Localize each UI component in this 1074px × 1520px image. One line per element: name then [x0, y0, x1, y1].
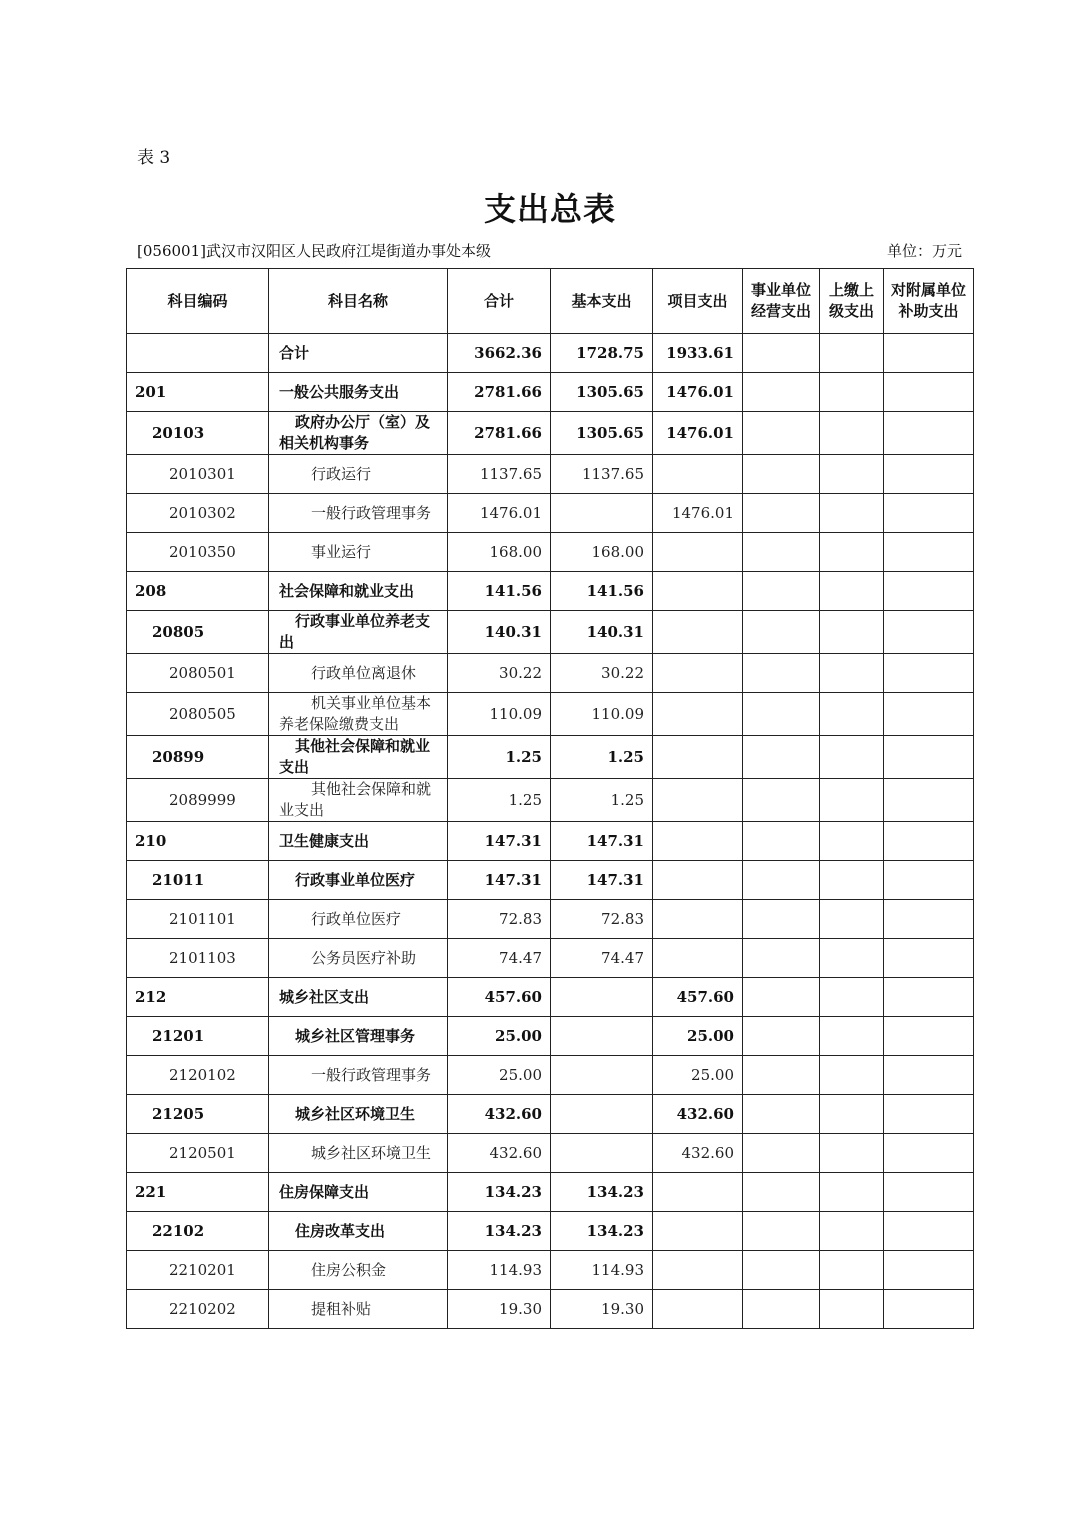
project-cell	[653, 1212, 743, 1251]
business-cell	[743, 1290, 820, 1329]
table-row	[127, 822, 974, 861]
col-header-name: 科目名称	[269, 269, 448, 334]
basic-cell: 1.25	[551, 779, 653, 822]
code-cell: 2101101	[127, 900, 269, 939]
name-cell: 一般行政管理事务	[269, 1056, 448, 1095]
subsidy-cell	[884, 494, 974, 533]
table-row	[127, 611, 974, 654]
subsidy-cell	[884, 533, 974, 572]
project-cell: 457.60	[653, 978, 743, 1017]
code-cell: 2089999	[127, 779, 269, 822]
subsidy-cell	[884, 1212, 974, 1251]
project-cell	[653, 1173, 743, 1212]
name-cell: 城乡社区支出	[269, 978, 448, 1017]
business-cell	[743, 978, 820, 1017]
basic-cell: 1137.65	[551, 455, 653, 494]
code-cell: 2101103	[127, 939, 269, 978]
remit-cell	[820, 611, 884, 654]
project-cell: 1476.01	[653, 494, 743, 533]
basic-cell: 140.31	[551, 611, 653, 654]
total-cell: 1476.01	[448, 494, 551, 533]
business-cell	[743, 611, 820, 654]
table-row	[127, 533, 974, 572]
table-row	[127, 861, 974, 900]
name-cell: 事业运行	[269, 533, 448, 572]
total-cell: 134.23	[448, 1212, 551, 1251]
table-row	[127, 736, 974, 779]
code-cell: 201	[127, 373, 269, 412]
project-cell	[653, 900, 743, 939]
project-cell: 1476.01	[653, 412, 743, 455]
basic-cell: 72.83	[551, 900, 653, 939]
project-cell	[653, 533, 743, 572]
total-cell: 2781.66	[448, 412, 551, 455]
total-cell: 134.23	[448, 1173, 551, 1212]
business-cell	[743, 455, 820, 494]
subsidy-cell	[884, 611, 974, 654]
col-header-total: 合计	[448, 269, 551, 334]
table-row	[127, 978, 974, 1017]
basic-cell: 134.23	[551, 1212, 653, 1251]
name-cell: 政府办公厅（室）及相关机构事务	[269, 412, 448, 455]
name-cell: 城乡社区环境卫生	[269, 1134, 448, 1173]
col-header-subsidy: 对附属单位补助支出	[884, 269, 974, 334]
project-cell	[653, 1290, 743, 1329]
basic-cell: 1.25	[551, 736, 653, 779]
name-cell: 城乡社区管理事务	[269, 1017, 448, 1056]
code-cell: 2210201	[127, 1251, 269, 1290]
business-cell	[743, 494, 820, 533]
name-cell: 机关事业单位基本养老保险缴费支出	[269, 693, 448, 736]
table-row	[127, 1212, 974, 1251]
project-cell	[653, 572, 743, 611]
table-row	[127, 1095, 974, 1134]
remit-cell	[820, 939, 884, 978]
table-row	[127, 455, 974, 494]
remit-cell	[820, 978, 884, 1017]
table-row	[127, 1134, 974, 1173]
project-cell	[653, 939, 743, 978]
subsidy-cell	[884, 1017, 974, 1056]
subsidy-cell	[884, 1173, 974, 1212]
unit-label: 单位：万元	[886, 242, 962, 260]
business-cell	[743, 1134, 820, 1173]
code-cell: 2010302	[127, 494, 269, 533]
basic-cell: 74.47	[551, 939, 653, 978]
table-row	[127, 1017, 974, 1056]
project-cell: 1933.61	[653, 334, 743, 373]
table-row	[127, 939, 974, 978]
subsidy-cell	[884, 779, 974, 822]
col-header-business: 事业单位经营支出	[743, 269, 820, 334]
name-cell: 公务员医疗补助	[269, 939, 448, 978]
code-cell: 2010301	[127, 455, 269, 494]
business-cell	[743, 1251, 820, 1290]
project-cell: 25.00	[653, 1056, 743, 1095]
organization-name: [056001]武汉市汉阳区人民政府江堤街道办事处本级	[137, 242, 491, 260]
basic-cell	[551, 494, 653, 533]
subsidy-cell	[884, 572, 974, 611]
remit-cell	[820, 1290, 884, 1329]
table-row	[127, 654, 974, 693]
table-row	[127, 572, 974, 611]
name-cell: 提租补贴	[269, 1290, 448, 1329]
project-cell: 1476.01	[653, 373, 743, 412]
total-cell: 3662.36	[448, 334, 551, 373]
business-cell	[743, 861, 820, 900]
code-cell: 20899	[127, 736, 269, 779]
name-cell: 合计	[269, 334, 448, 373]
remit-cell	[820, 455, 884, 494]
name-cell: 卫生健康支出	[269, 822, 448, 861]
code-cell: 221	[127, 1173, 269, 1212]
name-cell: 其他社会保障和就业支出	[269, 736, 448, 779]
business-cell	[743, 1017, 820, 1056]
business-cell	[743, 1173, 820, 1212]
remit-cell	[820, 1212, 884, 1251]
basic-cell: 147.31	[551, 822, 653, 861]
total-cell: 25.00	[448, 1017, 551, 1056]
project-cell	[653, 779, 743, 822]
basic-cell: 147.31	[551, 861, 653, 900]
subsidy-cell	[884, 1056, 974, 1095]
remit-cell	[820, 1134, 884, 1173]
name-cell: 住房公积金	[269, 1251, 448, 1290]
table-row	[127, 494, 974, 533]
basic-cell: 110.09	[551, 693, 653, 736]
subsidy-cell	[884, 1290, 974, 1329]
subsidy-cell	[884, 822, 974, 861]
business-cell	[743, 572, 820, 611]
total-cell: 25.00	[448, 1056, 551, 1095]
total-cell: 30.22	[448, 654, 551, 693]
basic-cell	[551, 1017, 653, 1056]
table-row	[127, 900, 974, 939]
name-cell: 其他社会保障和就业支出	[269, 779, 448, 822]
code-cell: 2120501	[127, 1134, 269, 1173]
col-header-code: 科目编码	[127, 269, 269, 334]
remit-cell	[820, 1095, 884, 1134]
remit-cell	[820, 494, 884, 533]
subsidy-cell	[884, 1251, 974, 1290]
name-cell: 一般公共服务支出	[269, 373, 448, 412]
name-cell: 社会保障和就业支出	[269, 572, 448, 611]
total-cell: 1.25	[448, 736, 551, 779]
business-cell	[743, 412, 820, 455]
basic-cell	[551, 1134, 653, 1173]
name-cell: 一般行政管理事务	[269, 494, 448, 533]
total-cell: 2781.66	[448, 373, 551, 412]
total-cell: 457.60	[448, 978, 551, 1017]
table-row	[127, 1290, 974, 1329]
subsidy-cell	[884, 978, 974, 1017]
basic-cell: 141.56	[551, 572, 653, 611]
code-cell: 20805	[127, 611, 269, 654]
code-cell: 2010350	[127, 533, 269, 572]
business-cell	[743, 1056, 820, 1095]
remit-cell	[820, 693, 884, 736]
total-cell: 114.93	[448, 1251, 551, 1290]
subsidy-cell	[884, 455, 974, 494]
remit-cell	[820, 900, 884, 939]
business-cell	[743, 533, 820, 572]
basic-cell: 30.22	[551, 654, 653, 693]
code-cell: 2210202	[127, 1290, 269, 1329]
basic-cell: 1305.65	[551, 373, 653, 412]
business-cell	[743, 900, 820, 939]
code-cell: 22102	[127, 1212, 269, 1251]
business-cell	[743, 693, 820, 736]
basic-cell: 19.30	[551, 1290, 653, 1329]
name-cell: 住房改革支出	[269, 1212, 448, 1251]
name-cell: 城乡社区环境卫生	[269, 1095, 448, 1134]
name-cell: 行政事业单位医疗	[269, 861, 448, 900]
remit-cell	[820, 1017, 884, 1056]
total-cell: 432.60	[448, 1095, 551, 1134]
remit-cell	[820, 334, 884, 373]
project-cell	[653, 736, 743, 779]
basic-cell	[551, 978, 653, 1017]
remit-cell	[820, 1251, 884, 1290]
business-cell	[743, 822, 820, 861]
name-cell: 行政单位离退休	[269, 654, 448, 693]
remit-cell	[820, 412, 884, 455]
total-cell: 19.30	[448, 1290, 551, 1329]
code-cell: 208	[127, 572, 269, 611]
subsidy-cell	[884, 654, 974, 693]
remit-cell	[820, 861, 884, 900]
subsidy-cell	[884, 939, 974, 978]
total-cell: 141.56	[448, 572, 551, 611]
name-cell: 行政事业单位养老支出	[269, 611, 448, 654]
subsidy-cell	[884, 412, 974, 455]
total-cell: 432.60	[448, 1134, 551, 1173]
table-row	[127, 1173, 974, 1212]
code-cell	[127, 334, 269, 373]
total-cell: 74.47	[448, 939, 551, 978]
remit-cell	[820, 779, 884, 822]
project-cell	[653, 654, 743, 693]
col-header-basic: 基本支出	[551, 269, 653, 334]
table-row	[127, 693, 974, 736]
code-cell: 21201	[127, 1017, 269, 1056]
name-cell: 行政运行	[269, 455, 448, 494]
code-cell: 21011	[127, 861, 269, 900]
business-cell	[743, 654, 820, 693]
project-cell: 432.60	[653, 1095, 743, 1134]
basic-cell: 168.00	[551, 533, 653, 572]
business-cell	[743, 736, 820, 779]
subsidy-cell	[884, 693, 974, 736]
code-cell: 2080501	[127, 654, 269, 693]
business-cell	[743, 939, 820, 978]
project-cell	[653, 693, 743, 736]
project-cell	[653, 822, 743, 861]
total-cell: 1.25	[448, 779, 551, 822]
page-title: 支出总表	[483, 190, 616, 228]
remit-cell	[820, 822, 884, 861]
total-cell: 110.09	[448, 693, 551, 736]
col-header-project: 项目支出	[653, 269, 743, 334]
subsidy-cell	[884, 861, 974, 900]
basic-cell: 1305.65	[551, 412, 653, 455]
table-header-row	[127, 269, 974, 334]
business-cell	[743, 1095, 820, 1134]
total-cell: 147.31	[448, 861, 551, 900]
project-cell: 25.00	[653, 1017, 743, 1056]
project-cell	[653, 861, 743, 900]
code-cell: 2080505	[127, 693, 269, 736]
code-cell: 210	[127, 822, 269, 861]
code-cell: 21205	[127, 1095, 269, 1134]
basic-cell: 114.93	[551, 1251, 653, 1290]
subsidy-cell	[884, 334, 974, 373]
remit-cell	[820, 1173, 884, 1212]
business-cell	[743, 779, 820, 822]
basic-cell	[551, 1095, 653, 1134]
remit-cell	[820, 373, 884, 412]
remit-cell	[820, 736, 884, 779]
table-row	[127, 779, 974, 822]
business-cell	[743, 1212, 820, 1251]
subsidy-cell	[884, 1134, 974, 1173]
project-cell	[653, 611, 743, 654]
project-cell	[653, 1251, 743, 1290]
basic-cell	[551, 1056, 653, 1095]
subsidy-cell	[884, 736, 974, 779]
code-cell: 212	[127, 978, 269, 1017]
total-cell: 72.83	[448, 900, 551, 939]
business-cell	[743, 373, 820, 412]
remit-cell	[820, 533, 884, 572]
basic-cell: 134.23	[551, 1173, 653, 1212]
table-row	[127, 334, 974, 373]
expense-table	[126, 268, 974, 1329]
name-cell: 行政单位医疗	[269, 900, 448, 939]
project-cell	[653, 455, 743, 494]
business-cell	[743, 334, 820, 373]
remit-cell	[820, 572, 884, 611]
code-cell: 20103	[127, 412, 269, 455]
subsidy-cell	[884, 900, 974, 939]
table-body	[127, 334, 974, 1329]
table-row	[127, 1056, 974, 1095]
total-cell: 168.00	[448, 533, 551, 572]
total-cell: 140.31	[448, 611, 551, 654]
remit-cell	[820, 654, 884, 693]
remit-cell	[820, 1056, 884, 1095]
total-cell: 147.31	[448, 822, 551, 861]
col-header-remit: 上缴上级支出	[820, 269, 884, 334]
name-cell: 住房保障支出	[269, 1173, 448, 1212]
subsidy-cell	[884, 1095, 974, 1134]
total-cell: 1137.65	[448, 455, 551, 494]
subsidy-cell	[884, 373, 974, 412]
table-label: 表 3	[137, 148, 171, 168]
project-cell: 432.60	[653, 1134, 743, 1173]
table-row	[127, 373, 974, 412]
table-row	[127, 1251, 974, 1290]
basic-cell: 1728.75	[551, 334, 653, 373]
code-cell: 2120102	[127, 1056, 269, 1095]
table-row	[127, 412, 974, 455]
